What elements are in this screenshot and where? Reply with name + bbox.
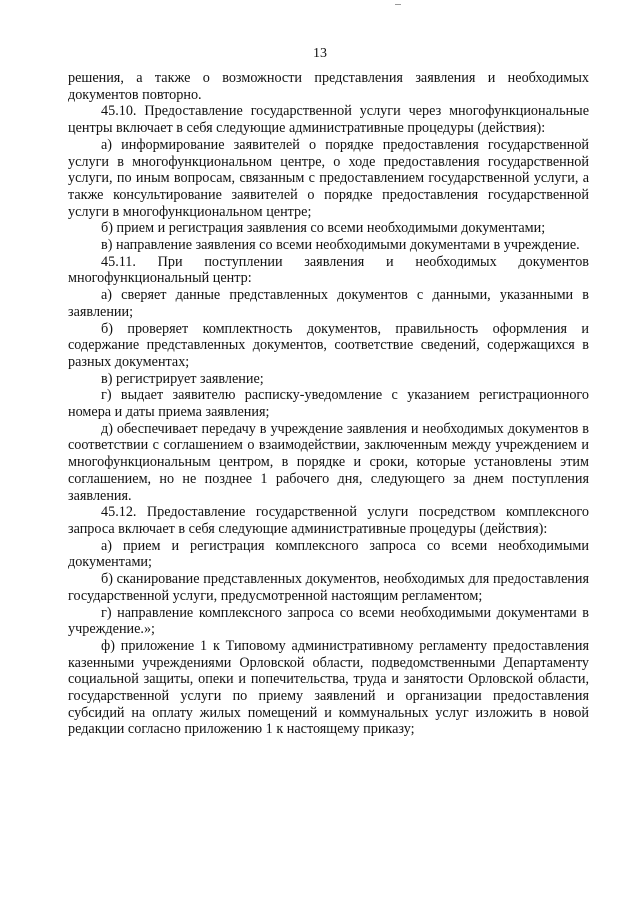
paragraph-45-12: 45.12. Предоставление государственной услуги посредством комплексного запроса включает в себя следующие административные процедуры (действия): bbox=[68, 504, 589, 537]
page-number: 13 bbox=[313, 46, 327, 61]
paragraph-item-b: б) прием и регистрация заявления со всеми необходимыми документами; bbox=[101, 220, 546, 237]
paragraph-item-d: д) обеспечивает передачу в учреждение заявления и необходимых документов в соответствии с соглашением о взаимодействии, заключенным между учреждением и многофункциональным центром, в порядке и сроки, которые установлены этим соглашением, но не позднее 1 рабочего дня, следующего за днем поступления заявления. bbox=[68, 420, 589, 504]
paragraph-item-g-2: г) направление комплексного запроса со всеми необходимыми документами в учреждение.»; bbox=[68, 604, 589, 638]
scan-artifact bbox=[395, 4, 401, 5]
paragraph-item-b-2: б) проверяет комплектность документов, правильность оформления и содержание представленных документов, соответствие сведений, содержащихся в разных документах; bbox=[68, 320, 589, 370]
paragraph-item-a: а) информирование заявителей о порядке предоставления государственной услуги в многофункциональном центре, о ходе предоставления государственной услуги, по иным вопросам, связанным с предоставлением государственной услуги, а также консультирование заявителей о порядке предоставления государственной услуги в многофункциональном центре; bbox=[68, 136, 589, 220]
paragraph-item-b-3: б) сканирование представленных документов, необходимых для предоставления государственной услуги, предусмотренной настоящим регламентом; bbox=[68, 571, 589, 604]
paragraph-item-v-2: в) регистрирует заявление; bbox=[101, 370, 264, 387]
paragraph-item-f: ф) приложение 1 к Типовому административному регламенту предоставления казенными учреждениями Орловской области, подведомственными Департаменту социальной защиты, опеки и попечительства, труда и занятости Орловской области, государственной услуги по приему заявлений и организации предоставления субсидий на оплату жилых помещений и коммунальных услуг изложить в новой редакции согласно приложению 1 к настоящему приказу; bbox=[68, 637, 589, 738]
paragraph-continuation: решения, а также о возможности представления заявления и необходимых документов повторно. bbox=[68, 70, 589, 103]
document-body bbox=[68, 70, 589, 738]
paragraph-item-a-2: а) сверяет данные представленных документов с данными, указанными в заявлении; bbox=[68, 287, 589, 320]
paragraph-45-10: 45.10. Предоставление государственной услуги через многофункциональные центры включает в себя следующие административные процедуры (действия): bbox=[68, 103, 589, 137]
paragraph-item-a-3: а) прием и регистрация комплексного запроса со всеми необходимыми документами; bbox=[68, 537, 589, 571]
paragraph-item-v: в) направление заявления со всеми необходимыми документами в учреждение. bbox=[101, 237, 580, 254]
paragraph-45-11: 45.11. При поступлении заявления и необходимых документов многофункциональный центр: bbox=[68, 253, 589, 287]
paragraph-item-g: г) выдает заявителю расписку-уведомление с указанием регистрационного номера и даты приема заявления; bbox=[68, 387, 589, 421]
